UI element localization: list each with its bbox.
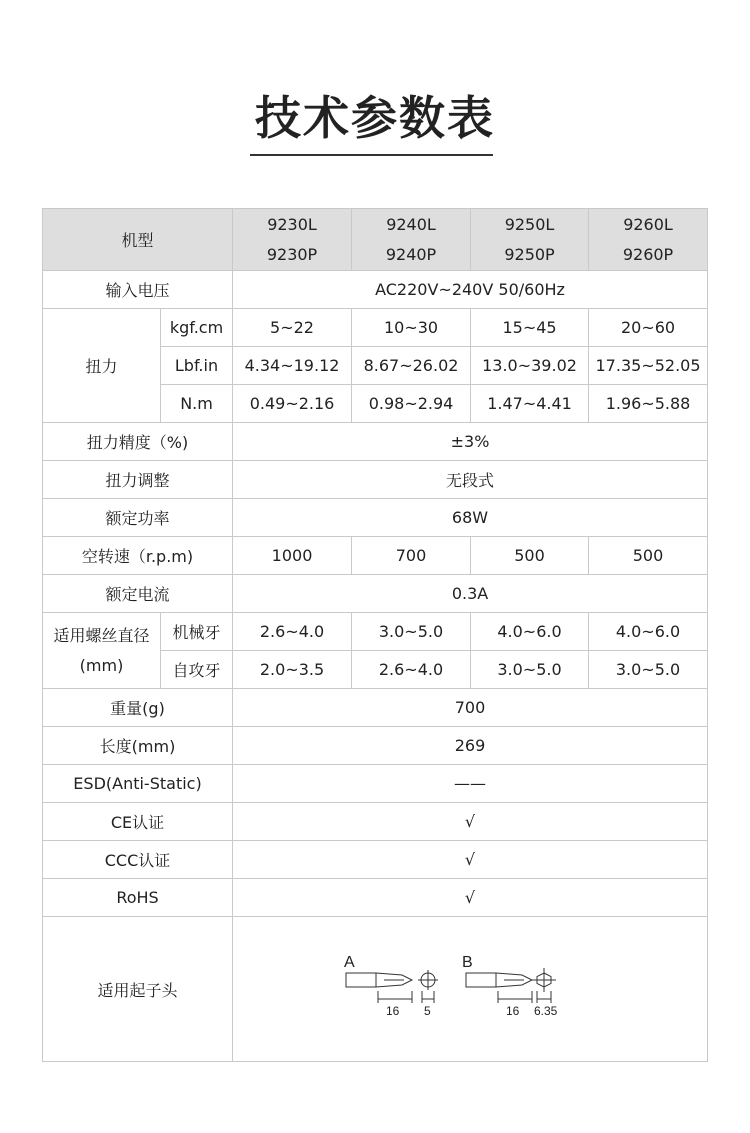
bits-label: 适用起子头 (43, 917, 233, 1062)
model-p: 9250P (504, 244, 555, 264)
model-cell (589, 209, 708, 271)
screw-label-line1: 适用螺丝直径 (53, 625, 150, 645)
bit-b-letter: B (462, 954, 473, 971)
current-label: 额定电流 (43, 575, 233, 613)
bit-a-dim-length: 16 (386, 1004, 400, 1018)
adjust-value: 无段式 (233, 461, 708, 499)
torque-value: 4.34~19.12 (233, 347, 352, 385)
model-l: 9240L (386, 214, 436, 234)
torque-value: 1.47~4.41 (471, 385, 589, 423)
length-label: 长度(mm) (43, 727, 233, 765)
power-row (43, 499, 708, 537)
length-value: 269 (233, 727, 708, 765)
bit-b-dim-width: 6.35 (534, 1004, 558, 1018)
bit-b-dim-length: 16 (506, 1004, 520, 1018)
torque-value: 8.67~26.02 (352, 347, 471, 385)
screwdriver-bit-diagram (340, 951, 600, 1027)
bit-a-dim-width: 5 (424, 1004, 431, 1018)
ce-row (43, 803, 708, 841)
torque-value: 0.49~2.16 (233, 385, 352, 423)
speed-value: 500 (589, 537, 708, 575)
torque-unit: N.m (161, 385, 233, 423)
screw-type: 自攻牙 (161, 651, 233, 689)
page-title: 技术参数表 (255, 91, 495, 145)
bit-a-drawing (346, 970, 438, 1003)
torque-value: 1.96~5.88 (589, 385, 708, 423)
title-underline (250, 154, 493, 156)
screw-row (43, 613, 708, 651)
accuracy-row (43, 423, 708, 461)
esd-label: ESD(Anti-Static) (43, 765, 233, 803)
esd-value: —— (233, 765, 708, 803)
torque-value: 17.35~52.05 (589, 347, 708, 385)
accuracy-label: 扭力精度（%) (43, 423, 233, 461)
voltage-label: 输入电压 (43, 271, 233, 309)
torque-unit: Lbf.in (161, 347, 233, 385)
rohs-row (43, 879, 708, 917)
length-row (43, 727, 708, 765)
spec-table (42, 208, 708, 1062)
esd-row (43, 765, 708, 803)
rohs-label: RoHS (43, 879, 233, 917)
model-label: 机型 (43, 209, 233, 271)
model-cell (352, 209, 471, 271)
model-cell (233, 209, 352, 271)
model-p: 9260P (622, 244, 674, 264)
bits-row (43, 917, 708, 1062)
screw-value: 3.0~5.0 (352, 613, 471, 651)
screw-label-line2: (mm) (79, 655, 124, 675)
torque-value: 13.0~39.02 (471, 347, 589, 385)
current-value: 0.3A (233, 575, 708, 613)
weight-row (43, 689, 708, 727)
model-l: 9250L (504, 214, 555, 234)
ccc-label: CCC认证 (43, 841, 233, 879)
torque-value: 15~45 (471, 309, 589, 347)
power-label: 额定功率 (43, 499, 233, 537)
speed-value: 700 (352, 537, 471, 575)
voltage-row (43, 271, 708, 309)
torque-label: 扭力 (43, 309, 161, 423)
voltage-value: AC220V~240V 50/60Hz (233, 271, 708, 309)
speed-label: 空转速（r.p.m) (43, 537, 233, 575)
screw-value: 3.0~5.0 (589, 651, 708, 689)
torque-value: 0.98~2.94 (352, 385, 471, 423)
bit-b-drawing (466, 968, 556, 1003)
adjust-label: 扭力调整 (43, 461, 233, 499)
ccc-check: √ (233, 841, 708, 879)
screw-label (43, 613, 161, 689)
torque-value: 5~22 (233, 309, 352, 347)
power-value: 68W (233, 499, 708, 537)
screw-value: 4.0~6.0 (471, 613, 589, 651)
model-l: 9230L (267, 214, 317, 234)
torque-value: 20~60 (589, 309, 708, 347)
bit-a-letter: A (344, 954, 355, 971)
model-p: 9230P (266, 244, 318, 264)
model-p: 9240P (385, 244, 437, 264)
torque-row (43, 309, 708, 347)
ce-label: CE认证 (43, 803, 233, 841)
screw-value: 4.0~6.0 (589, 613, 708, 651)
screw-value: 2.6~4.0 (352, 651, 471, 689)
model-cell (471, 209, 589, 271)
header-row (43, 209, 708, 271)
torque-unit: kgf.cm (161, 309, 233, 347)
screw-value: 2.0~3.5 (233, 651, 352, 689)
speed-value: 1000 (233, 537, 352, 575)
screw-type: 机械牙 (161, 613, 233, 651)
screw-value: 2.6~4.0 (233, 613, 352, 651)
speed-value: 500 (471, 537, 589, 575)
weight-label: 重量(g) (43, 689, 233, 727)
ce-check: √ (233, 803, 708, 841)
accuracy-value: ±3% (233, 423, 708, 461)
torque-value: 10~30 (352, 309, 471, 347)
weight-value: 700 (233, 689, 708, 727)
current-row (43, 575, 708, 613)
screw-value: 3.0~5.0 (471, 651, 589, 689)
speed-row (43, 537, 708, 575)
ccc-row (43, 841, 708, 879)
adjust-row (43, 461, 708, 499)
bits-diagram-cell (233, 917, 708, 1062)
rohs-check: √ (233, 879, 708, 917)
model-l: 9260L (623, 214, 673, 234)
